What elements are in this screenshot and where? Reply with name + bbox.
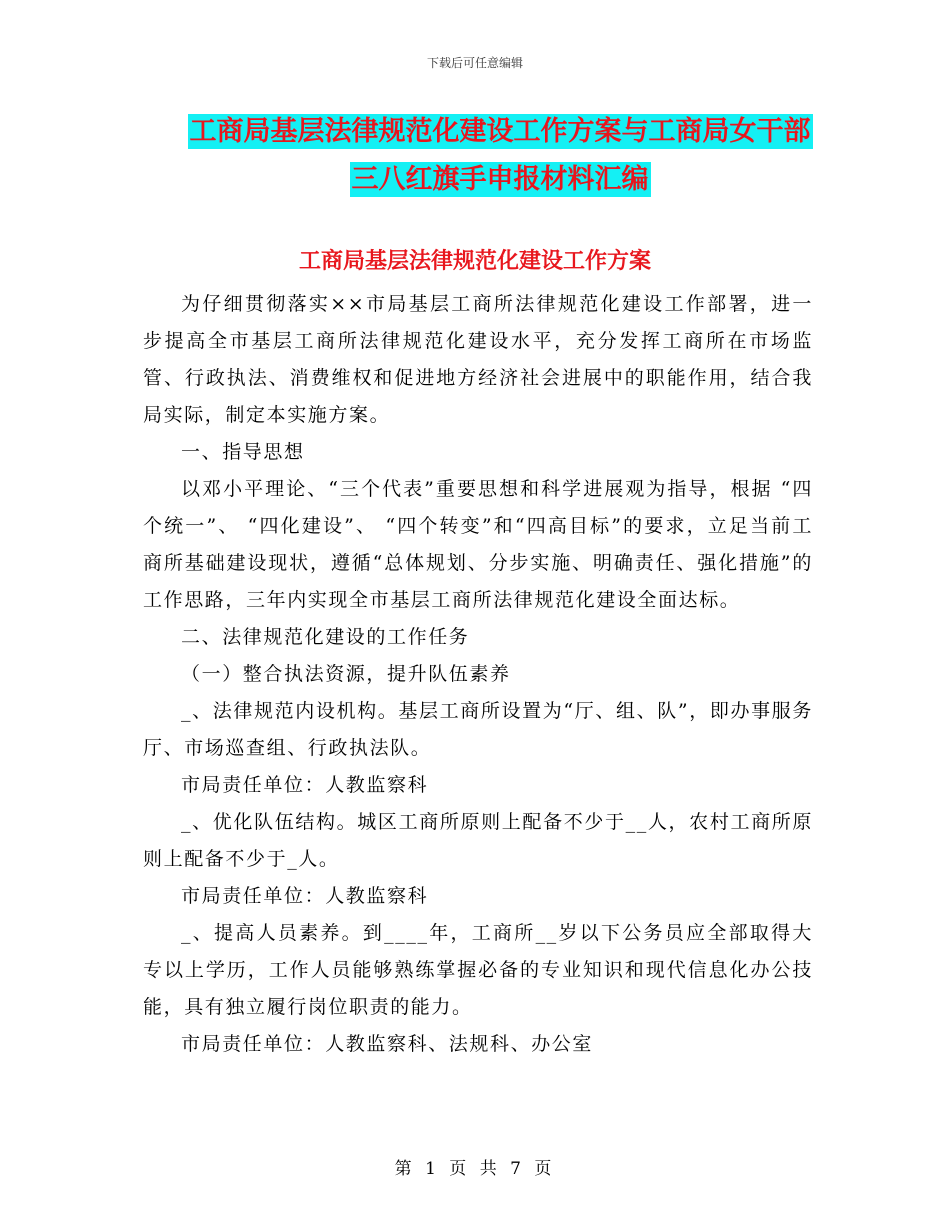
page-footer: 第 1 页 共 7 页: [394, 1159, 556, 1179]
paragraph-guiding-ideology: 以邓小平理论、“三个代表”重要思想和科学进展观为指导，根据 “四个统一”、 “四化建设”、 “四个转变”和“四高目标”的要求，立足当前工商所基础建设现状，遵循“总体规划、分步实施、明确责任、强化措施”的工作思路，三年内实现全市基层工商所法律规范化建设全面达标。: [143, 478, 813, 611]
header-note: 下载后可任意编辑: [426, 56, 523, 70]
paragraph-institutions: _、法律规范内设机构。基层工商所设置为“厅、组、队”，即办事服务厅、市场巡查组、行政执法队。: [143, 700, 813, 759]
document-title-line-1: 工商局基层法律规范化建设工作方案与工商局女干部: [189, 116, 811, 147]
subheading-resources: （一）整合执法资源，提升队伍素养: [181, 663, 511, 685]
section-title: 工商局基层法律规范化建设工作方案: [298, 249, 651, 274]
paragraph-intro: 为仔细贯彻落实××市局基层工商所法律规范化建设工作部署，进一步提高全市基层工商所法律规范化建设水平，充分发挥工商所在市场监管、行政执法、消费维权和促进地方经济社会进展中的职能作用，结合我局实际，制定本实施方案。: [143, 293, 813, 426]
responsible-unit-1: 市局责任单位：人教监察科: [181, 774, 429, 796]
heading-work-tasks: 二、法律规范化建设的工作任务: [181, 626, 470, 648]
responsible-unit-3: 市局责任单位：人教监察科、法规科、办公室: [181, 1033, 594, 1055]
document-body: [143, 286, 813, 1063]
document-title-line-2: 三八红旗手申报材料汇编: [351, 164, 649, 195]
document-title: [120, 108, 880, 204]
heading-guiding-ideology: 一、指导思想: [181, 441, 305, 463]
responsible-unit-2: 市局责任单位：人教监察科: [181, 885, 429, 907]
paragraph-staff-quality: _、提高人员素养。到____年，工商所__岁以下公务员应全部取得大专以上学历，工作人员能够熟练掌握必备的专业知识和现代信息化办公技能，具有独立履行岗位职责的能力。: [143, 922, 813, 1018]
paragraph-team-structure: _、优化队伍结构。城区工商所原则上配备不少于__人，农村工商所原则上配备不少于_人。: [143, 811, 813, 870]
